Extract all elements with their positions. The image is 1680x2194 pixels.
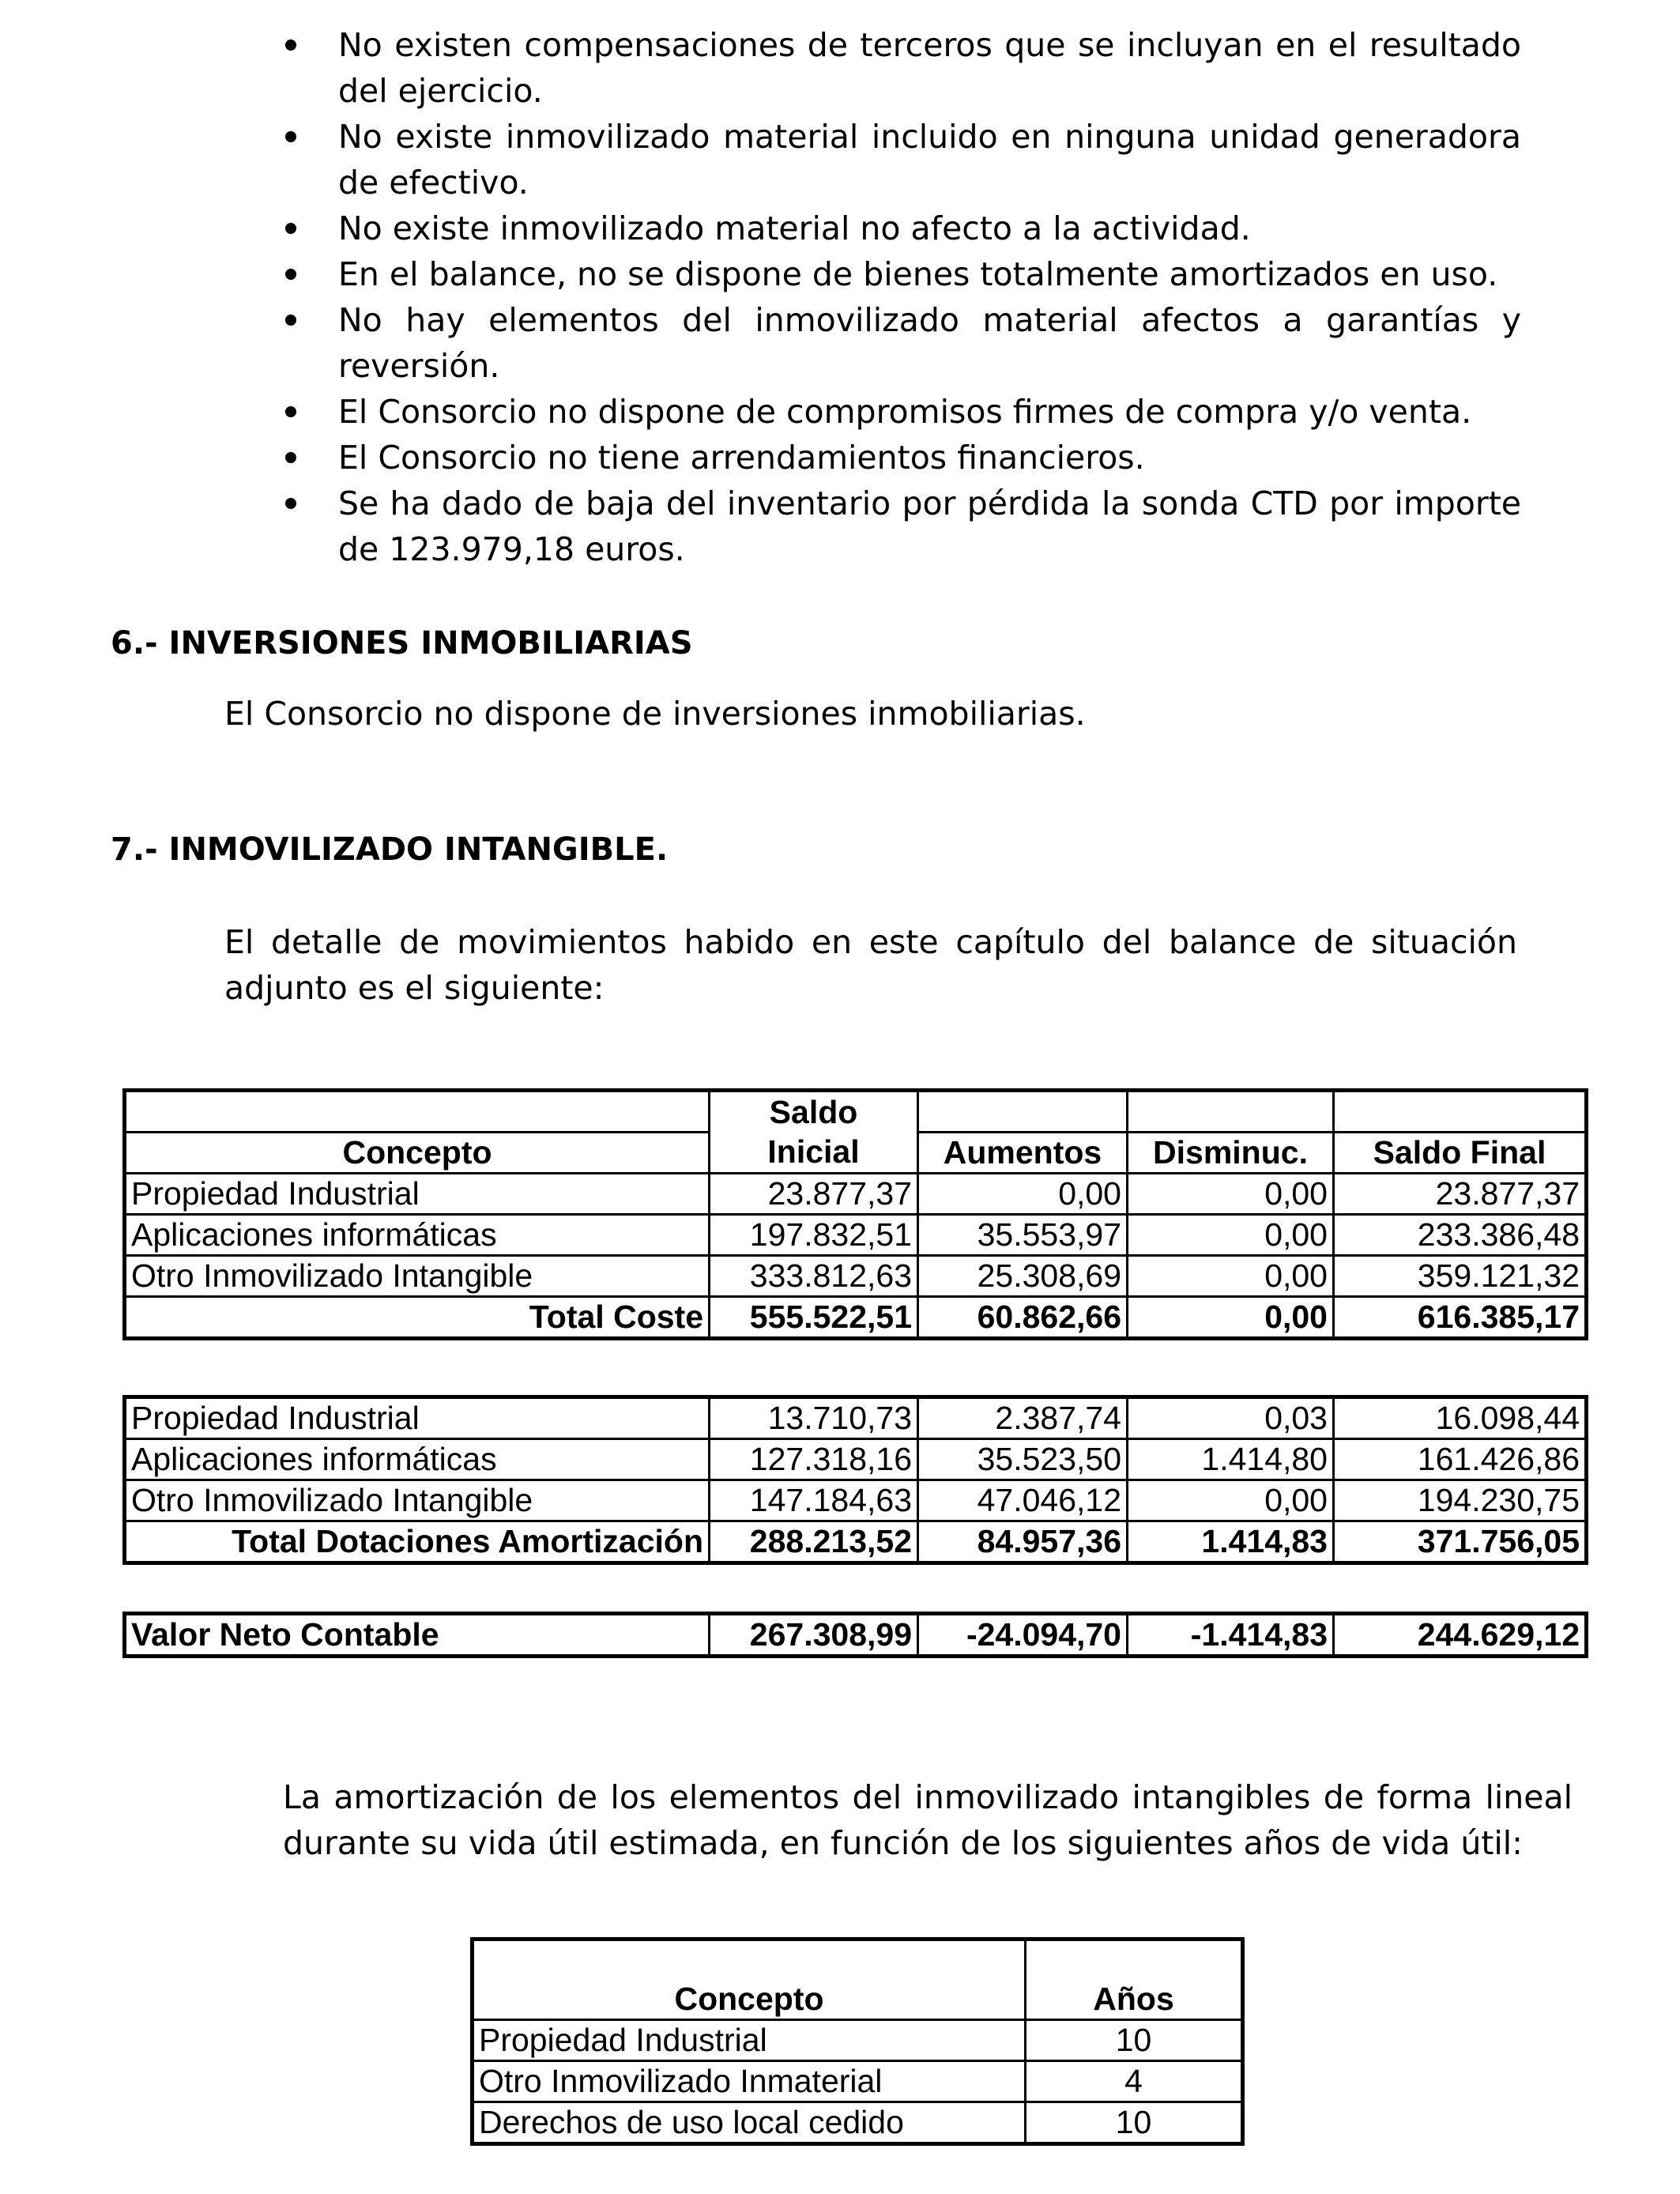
total-coste-label: Total Coste — [125, 1297, 710, 1339]
table-row — [473, 2102, 1243, 2144]
cell-disminuc: 1.414,80 — [1128, 1439, 1334, 1480]
cell-anos: 10 — [1026, 2102, 1243, 2144]
bullet-item: No existe inmovilizado material no afecto a la actividad. — [273, 205, 1521, 251]
header-concepto: Concepto — [473, 1980, 1026, 2020]
cell-disminuc: 0,00 — [1128, 1480, 1334, 1521]
valor-neto-row — [125, 1614, 1587, 1657]
cell-inicial: 23.877,37 — [710, 1174, 918, 1215]
header-saldo: Saldo — [710, 1091, 918, 1133]
table-row — [473, 2061, 1243, 2102]
valor-neto-label: Valor Neto Contable — [125, 1614, 710, 1657]
cell-disminuc: 1.414,83 — [1128, 1521, 1334, 1563]
header-row-blank — [473, 1940, 1243, 1981]
bullet-item: El Consorcio no tiene arrendamientos financieros. — [273, 435, 1521, 481]
cell-final: 244.629,12 — [1334, 1614, 1587, 1657]
cell-disminuc: 0,00 — [1128, 1297, 1334, 1339]
cell-disminuc: 0,00 — [1128, 1256, 1334, 1297]
cell-aumentos: 47.046,12 — [918, 1480, 1128, 1521]
cell-final: 616.385,17 — [1334, 1297, 1587, 1339]
cell-inicial: 555.522,51 — [710, 1297, 918, 1339]
cell-inicial: 147.184,63 — [710, 1480, 918, 1521]
header-disminuc: Disminuc. — [1128, 1133, 1334, 1174]
cell-concepto: Otro Inmovilizado Inmaterial — [473, 2061, 1026, 2102]
cell-final: 359.121,32 — [1334, 1256, 1587, 1297]
header-row — [125, 1133, 1587, 1174]
bullet-item: Se ha dado de baja del inventario por pérdida la sonda CTD por importe de 123.979,18 euros. — [273, 481, 1521, 572]
cell-final: 233.386,48 — [1334, 1215, 1587, 1256]
total-amort-row — [125, 1521, 1587, 1563]
header-cell-blank — [1026, 1940, 1243, 1981]
cell-concepto: Otro Inmovilizado Intangible — [125, 1480, 710, 1521]
cell-inicial: 127.318,16 — [710, 1439, 918, 1480]
header-cell-blank — [1334, 1091, 1587, 1133]
cell-aumentos: 2.387,74 — [918, 1397, 1128, 1439]
cell-anos: 4 — [1026, 2061, 1243, 2102]
cell-aumentos: -24.094,70 — [918, 1614, 1128, 1657]
table-row — [125, 1174, 1587, 1215]
bullet-item: No hay elementos del inmovilizado material afectos a garantías y reversión. — [273, 297, 1521, 389]
useful-life-table — [470, 1937, 1245, 2146]
bullet-item: El Consorcio no dispone de compromisos firmes de compra y/o venta. — [273, 389, 1521, 435]
header-aumentos: Aumentos — [918, 1133, 1128, 1174]
header-cell-blank — [473, 1940, 1026, 1981]
cell-anos: 10 — [1026, 2020, 1243, 2061]
bullet-item: No existen compensaciones de terceros que se incluyan en el resultado del ejercicio. — [273, 22, 1521, 114]
header-saldo-final: Saldo Final — [1334, 1133, 1587, 1174]
cell-final: 23.877,37 — [1334, 1174, 1587, 1215]
table-row — [125, 1397, 1587, 1439]
table-row — [125, 1439, 1587, 1480]
cell-final: 16.098,44 — [1334, 1397, 1587, 1439]
cell-inicial: 333.812,63 — [710, 1256, 918, 1297]
cell-disminuc: 0,00 — [1128, 1174, 1334, 1215]
header-row — [473, 1980, 1243, 2020]
cell-aumentos: 60.862,66 — [918, 1297, 1128, 1339]
header-inicial: Inicial — [710, 1133, 918, 1174]
section-7-intro: El detalle de movimientos habido en este capítulo del balance de situación adjunto es el siguiente: — [224, 923, 1517, 1007]
movements-cost-table — [122, 1088, 1588, 1340]
total-amort-label: Total Dotaciones Amortización — [125, 1521, 710, 1563]
bullet-item: En el balance, no se dispone de bienes totalmente amortizados en uso. — [273, 251, 1521, 297]
header-cell-blank — [918, 1091, 1128, 1133]
cell-disminuc: 0,00 — [1128, 1215, 1334, 1256]
section-6-heading: 6.- INVERSIONES INMOBILIARIAS — [111, 625, 693, 662]
cell-disminuc: 0,03 — [1128, 1397, 1334, 1439]
table-row — [125, 1256, 1587, 1297]
amortization-text: La amortización de los elementos del inmovilizado intangibles de forma lineal durante su vida útil estimada, en función de los siguientes años de vida útil: — [283, 1778, 1573, 1862]
cell-concepto: Otro Inmovilizado Intangible — [125, 1256, 710, 1297]
header-cell-blank — [1128, 1091, 1334, 1133]
cell-concepto: Aplicaciones informáticas — [125, 1215, 710, 1256]
cell-final: 371.756,05 — [1334, 1521, 1587, 1563]
cell-inicial: 267.308,99 — [710, 1614, 918, 1657]
cell-final: 194.230,75 — [1334, 1480, 1587, 1521]
bullet-item: No existe inmovilizado material incluido en ninguna unidad generadora de efectivo. — [273, 114, 1521, 205]
table-row — [125, 1480, 1587, 1521]
cell-concepto: Propiedad Industrial — [125, 1397, 710, 1439]
cell-final: 161.426,86 — [1334, 1439, 1587, 1480]
section-7-heading: 7.- INMOVILIZADO INTANGIBLE. — [111, 831, 669, 868]
table-row — [125, 1215, 1587, 1256]
movements-amort-table — [122, 1395, 1588, 1565]
cell-disminuc: -1.414,83 — [1128, 1614, 1334, 1657]
valor-neto-table — [122, 1612, 1588, 1658]
cell-concepto: Propiedad Industrial — [125, 1174, 710, 1215]
table-row — [473, 2020, 1243, 2061]
cell-concepto: Aplicaciones informáticas — [125, 1439, 710, 1480]
header-concepto: Concepto — [125, 1133, 710, 1174]
header-anos: Años — [1026, 1980, 1243, 2020]
cell-aumentos: 0,00 — [918, 1174, 1128, 1215]
section-6-text: El Consorcio no dispone de inversiones inmobiliarias. — [224, 695, 1086, 733]
header-cell-blank — [125, 1091, 710, 1133]
total-coste-row — [125, 1297, 1587, 1339]
cell-concepto: Propiedad Industrial — [473, 2020, 1026, 2061]
cell-aumentos: 84.957,36 — [918, 1521, 1128, 1563]
bullet-list — [273, 22, 1521, 572]
cell-concepto: Derechos de uso local cedido — [473, 2102, 1026, 2144]
cell-inicial: 288.213,52 — [710, 1521, 918, 1563]
cell-inicial: 197.832,51 — [710, 1215, 918, 1256]
cell-aumentos: 25.308,69 — [918, 1256, 1128, 1297]
cell-aumentos: 35.523,50 — [918, 1439, 1128, 1480]
header-row-top — [125, 1091, 1587, 1133]
cell-aumentos: 35.553,97 — [918, 1215, 1128, 1256]
cell-inicial: 13.710,73 — [710, 1397, 918, 1439]
